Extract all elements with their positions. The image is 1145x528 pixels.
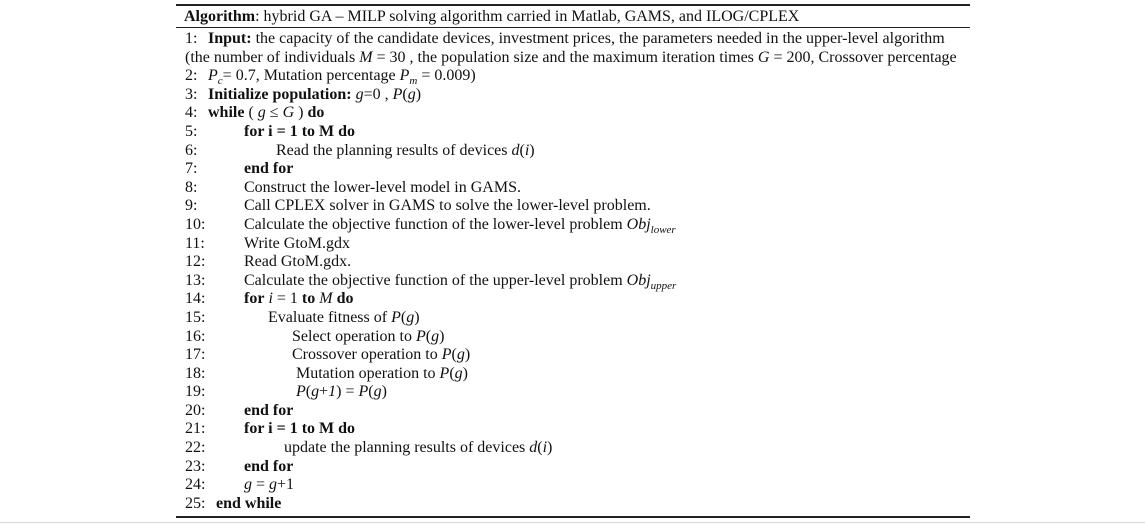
line-text <box>292 328 444 347</box>
line-segment: P <box>441 346 452 364</box>
algorithm-title-text: : hybrid GA – MILP solving algorithm carried in Matlab, GAMS, and ILOG/CPLEX <box>255 8 800 25</box>
line-segment: g <box>269 476 278 494</box>
line-segment: 1 <box>328 383 337 401</box>
algorithm-line <box>176 104 970 123</box>
line-segment: for <box>244 290 265 308</box>
line-number: 2: <box>185 67 198 85</box>
algorithm-line <box>176 142 970 161</box>
line-number: 7: <box>185 160 198 178</box>
line-text <box>244 272 676 291</box>
algorithm-line <box>176 235 970 254</box>
line-text <box>244 179 521 198</box>
line-segment: m <box>409 75 418 88</box>
line-segment: P <box>439 364 450 382</box>
line-text <box>244 216 676 235</box>
line-segment: (the number of individuals <box>185 48 360 66</box>
line-segment: ) <box>529 141 535 159</box>
line-number: 22: <box>185 439 206 457</box>
line-segment: c <box>217 75 223 88</box>
line-segment: P <box>358 383 369 401</box>
line-segment: = 1 <box>272 290 302 308</box>
algorithm-line <box>176 328 970 347</box>
line-number: 12: <box>185 253 206 271</box>
line-segment: = 0.7, Mutation percentage <box>222 67 400 85</box>
algorithm-line <box>176 365 970 384</box>
line-segment: Crossover operation to <box>292 346 442 364</box>
algorithm-line <box>176 160 970 179</box>
line-segment: ) <box>414 308 420 326</box>
line-segment: g <box>454 364 463 382</box>
line-text <box>268 309 420 328</box>
line-segment: ) = <box>336 383 359 401</box>
line-segment: end for <box>244 457 294 475</box>
line-segment: g <box>456 346 465 364</box>
line-segment: +1 <box>277 476 295 494</box>
line-segment: end for <box>244 401 294 419</box>
line-text <box>244 160 293 179</box>
line-segment: d <box>511 141 520 159</box>
line-segment: ) <box>462 364 468 382</box>
line-segment: ) <box>415 85 422 103</box>
line-segment: ( <box>425 327 432 345</box>
line-segment: Calculate the objective function of the upper-level problem <box>244 271 627 289</box>
line-segment: i <box>268 290 273 308</box>
line-segment: ( <box>368 383 374 401</box>
line-number: 15: <box>185 308 206 326</box>
line-segment: Call CPLEX solver in GAMS to solve the lower-level problem. <box>244 197 651 215</box>
line-segment: for i = 1 to M do <box>244 122 356 140</box>
algorithm-line <box>176 197 970 216</box>
line-text <box>244 420 355 439</box>
line-segment: ( <box>451 346 457 364</box>
line-segment: Read the planning results of devices <box>276 141 512 159</box>
line-segment: Mutation operation to <box>296 364 440 382</box>
line-segment: end while <box>216 494 282 512</box>
line-number: 4: <box>185 104 198 122</box>
line-text <box>244 123 355 142</box>
line-segment: ) <box>294 104 308 122</box>
line-segment: P <box>391 308 401 326</box>
line-segment: g <box>373 383 382 401</box>
algorithm-line <box>176 476 970 495</box>
line-segment: ( <box>449 364 455 382</box>
line-segment: = 0.009) <box>417 67 476 85</box>
line-number: 11: <box>185 234 205 252</box>
line-segment: ) <box>381 383 387 401</box>
algorithm-line <box>176 253 970 272</box>
line-number: 9: <box>185 197 198 215</box>
line-segment: ( <box>402 85 408 103</box>
algorithm-line <box>176 495 970 514</box>
algorithm-line <box>176 86 970 105</box>
line-text <box>244 476 294 495</box>
line-segment: do <box>336 290 354 308</box>
line-segment: g <box>406 308 415 326</box>
line-segment: ≤ <box>265 104 283 122</box>
line-segment: i <box>542 439 548 457</box>
line-segment: G <box>282 104 295 122</box>
line-segment: Input: <box>208 30 252 47</box>
line-segment: Read GtoM.gdx. <box>244 253 352 271</box>
algorithm-line <box>176 346 970 365</box>
line-segment: = <box>252 476 270 494</box>
line-number: 16: <box>185 327 206 345</box>
line-segment: ( <box>537 439 543 457</box>
line-number: 17: <box>185 346 206 364</box>
algorithm-line <box>176 309 970 328</box>
line-segment: g <box>244 476 252 494</box>
line-text <box>244 458 293 477</box>
line-segment: =0 , <box>363 85 393 103</box>
line-segment: end for <box>244 160 294 178</box>
line-segment: lower <box>650 224 676 237</box>
algorithm-line <box>176 420 970 439</box>
algorithm-title-label: Algorithm <box>184 8 256 25</box>
algorithm-line <box>176 30 970 49</box>
algorithm-line <box>176 179 970 198</box>
line-number: 21: <box>185 420 206 438</box>
line-segment: G <box>757 48 770 66</box>
line-segment: upper <box>650 279 677 292</box>
line-number: 14: <box>185 290 206 308</box>
line-segment: ) <box>547 439 553 457</box>
algorithm-line <box>176 402 970 421</box>
algorithm-line <box>176 272 970 291</box>
line-segment: Evaluate fitness of <box>268 308 392 326</box>
line-segment: ( <box>244 104 258 122</box>
algorithm-line <box>176 383 970 402</box>
algorithm-title <box>176 6 970 28</box>
line-segment: ) <box>464 346 471 364</box>
line-segment: M <box>359 48 373 66</box>
line-segment: g <box>431 327 440 345</box>
line-segment: ( <box>400 308 407 326</box>
line-number: 8: <box>185 178 198 196</box>
line-segment: P <box>415 327 426 345</box>
line-number: 23: <box>185 457 206 475</box>
line-segment: ( <box>519 141 525 159</box>
line-text <box>208 30 945 49</box>
line-number: 5: <box>185 122 198 140</box>
line-segment: i <box>524 141 530 159</box>
line-segment: Obj <box>626 271 651 289</box>
algorithm-body <box>176 28 970 516</box>
algorithm-line <box>176 49 970 68</box>
line-segment: ( <box>305 383 312 401</box>
line-segment: Construct the lower-level model in GAMS. <box>244 178 521 196</box>
line-text <box>185 49 957 68</box>
line-segment: g <box>257 104 266 122</box>
line-segment: Calculate the objective function of the lower-level problem <box>244 215 627 233</box>
line-number: 20: <box>185 401 206 419</box>
line-text <box>244 235 350 254</box>
line-number: 6: <box>185 141 198 159</box>
line-segment: g <box>311 383 320 401</box>
line-number: 25: <box>185 494 206 512</box>
line-number: 19: <box>185 383 206 401</box>
line-text <box>244 253 351 272</box>
algorithm-box <box>176 4 970 518</box>
line-text <box>208 67 476 86</box>
line-segment: ) <box>439 327 445 345</box>
line-segment: g <box>355 85 364 103</box>
line-number: 24: <box>185 476 206 494</box>
line-segment: M <box>319 290 333 308</box>
line-text <box>216 495 281 514</box>
algorithm-line <box>176 67 970 86</box>
line-text <box>296 383 387 402</box>
line-number: 10: <box>185 215 206 233</box>
line-segment: P <box>296 383 306 401</box>
line-segment: g <box>407 85 416 103</box>
line-segment: P <box>392 85 403 103</box>
line-segment: = 30 , the population size and the maximum iteration times <box>372 48 758 66</box>
line-number: 1: <box>185 30 198 47</box>
line-segment: Initialize population: <box>208 85 352 103</box>
line-segment: while <box>208 104 245 122</box>
line-text <box>276 142 535 161</box>
line-text <box>208 104 324 123</box>
line-text <box>244 197 651 216</box>
line-number: 18: <box>185 364 206 382</box>
algorithm-line <box>176 290 970 309</box>
line-text <box>244 290 353 309</box>
line-segment: Write GtoM.gdx <box>244 234 351 252</box>
line-segment: the capacity of the candidate devices, investment prices, the parameters needed in the upper-level algorithm <box>251 30 945 47</box>
line-text <box>244 402 293 421</box>
line-segment: + <box>319 383 329 401</box>
algorithm-line <box>176 216 970 235</box>
line-segment: P <box>399 67 410 85</box>
line-text <box>284 439 552 458</box>
line-text <box>292 346 470 365</box>
line-segment: = 200, Crossover percentage <box>769 48 957 66</box>
algorithm-line <box>176 123 970 142</box>
line-number: 13: <box>185 271 206 289</box>
line-segment: for i = 1 to M do <box>244 420 356 438</box>
line-text <box>296 365 468 384</box>
algorithm-line <box>176 439 970 458</box>
line-text <box>208 86 421 105</box>
page-divider <box>0 522 1145 523</box>
line-segment: do <box>307 104 325 122</box>
line-segment: Obj <box>626 215 651 233</box>
line-segment: Select operation to <box>292 327 416 345</box>
line-segment: d <box>529 439 538 457</box>
line-segment: P <box>208 67 218 85</box>
algorithm-line <box>176 458 970 477</box>
line-number: 3: <box>185 85 198 103</box>
line-segment: update the planning results of devices <box>284 439 530 457</box>
line-segment: to <box>301 290 316 308</box>
